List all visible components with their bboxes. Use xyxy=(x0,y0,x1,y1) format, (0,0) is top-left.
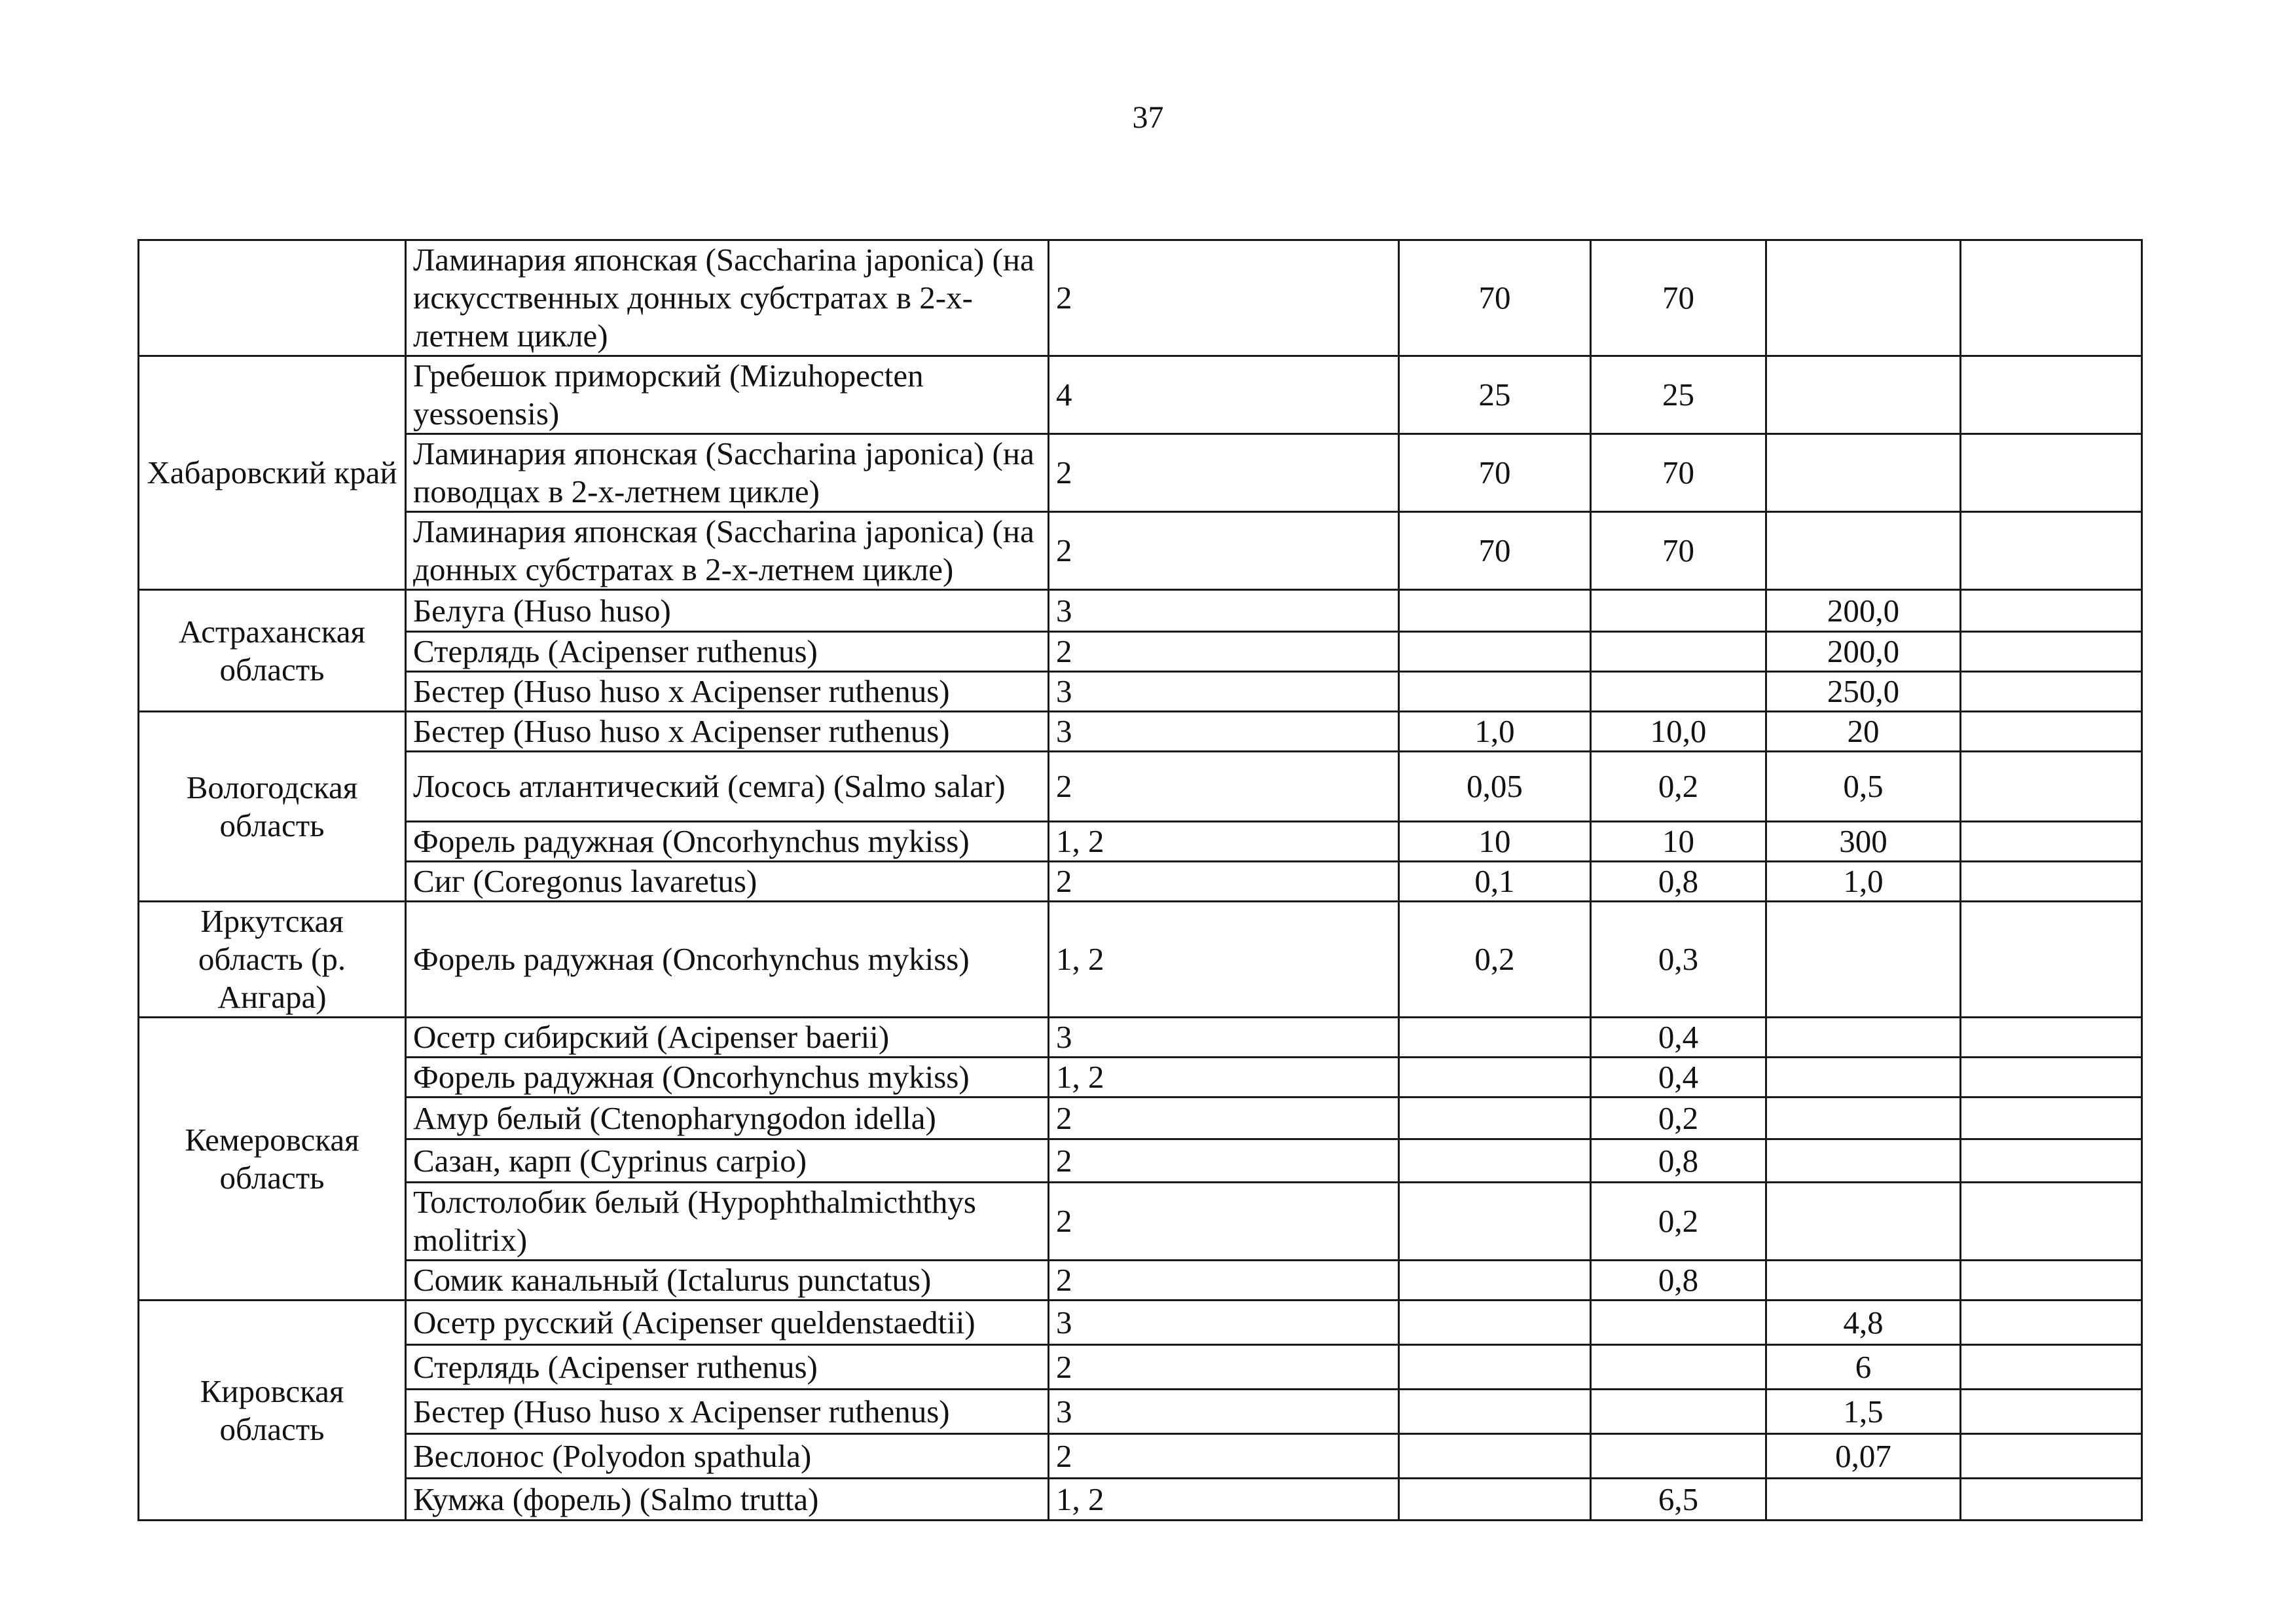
value-cell xyxy=(1961,822,2142,862)
region-cell: Хабаровский край xyxy=(139,356,406,590)
table-row xyxy=(139,632,2142,672)
class-cell: 2 xyxy=(1049,752,1399,822)
region-cell: Кировская область xyxy=(139,1301,406,1521)
class-cell: 2 xyxy=(1049,1345,1399,1390)
value-cell: 70 xyxy=(1591,512,1766,590)
value-cell: 250,0 xyxy=(1766,672,1961,712)
species-cell: Ламинария японская (Saccharina japonica) (на искусственных донных субстратах в 2-х-летнем цикле) xyxy=(406,240,1049,356)
aquaculture-table xyxy=(137,239,2143,1521)
value-cell xyxy=(1591,1390,1766,1434)
class-cell: 3 xyxy=(1049,712,1399,752)
value-cell xyxy=(1399,1183,1591,1261)
value-cell xyxy=(1961,434,2142,512)
value-cell: 10 xyxy=(1399,822,1591,862)
species-cell: Веслонос (Polyodon spathula) xyxy=(406,1434,1049,1479)
value-cell xyxy=(1399,1434,1591,1479)
class-cell: 3 xyxy=(1049,1301,1399,1345)
table-row xyxy=(139,752,2142,822)
value-cell xyxy=(1961,752,2142,822)
value-cell xyxy=(1961,1058,2142,1098)
region-cell: Вологодская область xyxy=(139,712,406,902)
value-cell xyxy=(1766,1058,1961,1098)
value-cell xyxy=(1766,1139,1961,1183)
table-row xyxy=(139,862,2142,902)
value-cell xyxy=(1766,1183,1961,1261)
value-cell xyxy=(1399,1261,1591,1301)
value-cell: 0,8 xyxy=(1591,862,1766,902)
value-cell: 4,8 xyxy=(1766,1301,1961,1345)
region-cell xyxy=(139,240,406,356)
value-cell xyxy=(1961,1479,2142,1521)
species-cell: Бестер (Huso huso x Acipenser ruthenus) xyxy=(406,672,1049,712)
species-cell: Лосось атлантический (семга) (Salmo salar) xyxy=(406,752,1049,822)
table-row xyxy=(139,822,2142,862)
value-cell xyxy=(1399,1139,1591,1183)
value-cell xyxy=(1399,1058,1591,1098)
table-row xyxy=(139,712,2142,752)
species-cell: Сазан, карп (Cyprinus carpio) xyxy=(406,1139,1049,1183)
species-cell: Осетр русский (Acipenser queldenstaedtii) xyxy=(406,1301,1049,1345)
table-row xyxy=(139,1058,2142,1098)
region-cell: Кемеровская область xyxy=(139,1018,406,1301)
value-cell xyxy=(1961,1434,2142,1479)
value-cell xyxy=(1961,1139,2142,1183)
table-row xyxy=(139,1261,2142,1301)
class-cell: 2 xyxy=(1049,1139,1399,1183)
species-cell: Бестер (Huso huso x Acipenser ruthenus) xyxy=(406,1390,1049,1434)
value-cell: 0,07 xyxy=(1766,1434,1961,1479)
class-cell: 1, 2 xyxy=(1049,822,1399,862)
table-row xyxy=(139,672,2142,712)
species-cell: Бестер (Huso huso x Acipenser ruthenus) xyxy=(406,712,1049,752)
class-cell: 3 xyxy=(1049,1018,1399,1058)
value-cell: 0,5 xyxy=(1766,752,1961,822)
table-row xyxy=(139,902,2142,1018)
value-cell: 0,2 xyxy=(1399,902,1591,1018)
species-cell: Стерлядь (Acipenser ruthenus) xyxy=(406,1345,1049,1390)
value-cell xyxy=(1591,672,1766,712)
value-cell: 1,0 xyxy=(1399,712,1591,752)
value-cell xyxy=(1961,1018,2142,1058)
value-cell: 1,5 xyxy=(1766,1390,1961,1434)
value-cell: 70 xyxy=(1591,434,1766,512)
value-cell: 200,0 xyxy=(1766,632,1961,672)
value-cell: 0,4 xyxy=(1591,1058,1766,1098)
value-cell: 70 xyxy=(1399,240,1591,356)
class-cell: 2 xyxy=(1049,240,1399,356)
value-cell: 25 xyxy=(1591,356,1766,434)
value-cell xyxy=(1961,1183,2142,1261)
class-cell: 1, 2 xyxy=(1049,1479,1399,1521)
value-cell xyxy=(1591,1345,1766,1390)
value-cell: 6,5 xyxy=(1591,1479,1766,1521)
region-cell: Иркутская область (р. Ангара) xyxy=(139,902,406,1018)
class-cell: 2 xyxy=(1049,1434,1399,1479)
class-cell: 2 xyxy=(1049,512,1399,590)
value-cell: 300 xyxy=(1766,822,1961,862)
value-cell xyxy=(1399,1390,1591,1434)
table-row xyxy=(139,356,2142,434)
value-cell xyxy=(1961,356,2142,434)
class-cell: 2 xyxy=(1049,1098,1399,1139)
value-cell xyxy=(1766,240,1961,356)
page-number: 37 xyxy=(1132,100,1164,135)
class-cell: 1, 2 xyxy=(1049,1058,1399,1098)
value-cell xyxy=(1961,512,2142,590)
value-cell xyxy=(1961,1098,2142,1139)
value-cell: 70 xyxy=(1591,240,1766,356)
value-cell: 10,0 xyxy=(1591,712,1766,752)
species-cell: Гребешок приморский (Mizuhopecten yessoensis) xyxy=(406,356,1049,434)
species-cell: Кумжа (форель) (Salmo trutta) xyxy=(406,1479,1049,1521)
species-cell: Толстолобик белый (Hypophthalmicththys molitrix) xyxy=(406,1183,1049,1261)
value-cell xyxy=(1399,1018,1591,1058)
region-cell: Астраханская область xyxy=(139,590,406,712)
value-cell: 1,0 xyxy=(1766,862,1961,902)
value-cell xyxy=(1961,590,2142,632)
value-cell xyxy=(1961,712,2142,752)
class-cell: 3 xyxy=(1049,672,1399,712)
value-cell xyxy=(1399,1098,1591,1139)
class-cell: 2 xyxy=(1049,1261,1399,1301)
table-row xyxy=(139,1098,2142,1139)
value-cell xyxy=(1399,1479,1591,1521)
table-row xyxy=(139,240,2142,356)
species-cell: Ламинария японская (Saccharina japonica) (на донных субстратах в 2-х-летнем цикле) xyxy=(406,512,1049,590)
value-cell: 200,0 xyxy=(1766,590,1961,632)
table-row xyxy=(139,1301,2142,1345)
species-cell: Форель радужная (Oncorhynchus mykiss) xyxy=(406,1058,1049,1098)
species-cell: Белуга (Huso huso) xyxy=(406,590,1049,632)
value-cell xyxy=(1766,356,1961,434)
value-cell: 0,4 xyxy=(1591,1018,1766,1058)
value-cell xyxy=(1961,862,2142,902)
table-row xyxy=(139,590,2142,632)
table-row xyxy=(139,434,2142,512)
value-cell xyxy=(1766,1479,1961,1521)
value-cell xyxy=(1961,902,2142,1018)
value-cell: 0,8 xyxy=(1591,1139,1766,1183)
species-cell: Сиг (Coregonus lavaretus) xyxy=(406,862,1049,902)
class-cell: 4 xyxy=(1049,356,1399,434)
value-cell xyxy=(1591,590,1766,632)
class-cell: 3 xyxy=(1049,590,1399,632)
value-cell xyxy=(1961,1261,2142,1301)
value-cell xyxy=(1961,1390,2142,1434)
table-row xyxy=(139,512,2142,590)
value-cell xyxy=(1591,1301,1766,1345)
table-row xyxy=(139,1139,2142,1183)
value-cell xyxy=(1766,902,1961,1018)
value-cell xyxy=(1399,632,1591,672)
species-cell: Амур белый (Ctenopharyngodon idella) xyxy=(406,1098,1049,1139)
species-cell: Форель радужная (Oncorhynchus mykiss) xyxy=(406,902,1049,1018)
value-cell xyxy=(1961,672,2142,712)
value-cell xyxy=(1961,1345,2142,1390)
table-row xyxy=(139,1345,2142,1390)
value-cell xyxy=(1766,1018,1961,1058)
value-cell xyxy=(1399,1345,1591,1390)
species-cell: Ламинария японская (Saccharina japonica) (на поводцах в 2-х-летнем цикле) xyxy=(406,434,1049,512)
value-cell xyxy=(1591,632,1766,672)
species-cell: Стерлядь (Acipenser ruthenus) xyxy=(406,632,1049,672)
table-row xyxy=(139,1479,2142,1521)
value-cell xyxy=(1399,590,1591,632)
value-cell: 0,2 xyxy=(1591,1183,1766,1261)
value-cell xyxy=(1766,434,1961,512)
value-cell: 25 xyxy=(1399,356,1591,434)
value-cell: 0,8 xyxy=(1591,1261,1766,1301)
value-cell: 70 xyxy=(1399,434,1591,512)
class-cell: 2 xyxy=(1049,1183,1399,1261)
species-cell: Сомик канальный (Ictalurus punctatus) xyxy=(406,1261,1049,1301)
table-row xyxy=(139,1183,2142,1261)
value-cell xyxy=(1766,1261,1961,1301)
species-cell: Осетр сибирский (Acipenser baerii) xyxy=(406,1018,1049,1058)
class-cell: 2 xyxy=(1049,632,1399,672)
value-cell: 0,1 xyxy=(1399,862,1591,902)
class-cell: 3 xyxy=(1049,1390,1399,1434)
class-cell: 2 xyxy=(1049,434,1399,512)
class-cell: 2 xyxy=(1049,862,1399,902)
value-cell xyxy=(1961,240,2142,356)
value-cell: 0,3 xyxy=(1591,902,1766,1018)
value-cell xyxy=(1961,632,2142,672)
value-cell: 0,05 xyxy=(1399,752,1591,822)
value-cell: 10 xyxy=(1591,822,1766,862)
value-cell xyxy=(1766,512,1961,590)
value-cell: 0,2 xyxy=(1591,1098,1766,1139)
value-cell xyxy=(1399,1301,1591,1345)
table-row xyxy=(139,1018,2142,1058)
value-cell: 0,2 xyxy=(1591,752,1766,822)
value-cell xyxy=(1399,672,1591,712)
table-row xyxy=(139,1434,2142,1479)
value-cell xyxy=(1766,1098,1961,1139)
value-cell: 6 xyxy=(1766,1345,1961,1390)
species-cell: Форель радужная (Oncorhynchus mykiss) xyxy=(406,822,1049,862)
class-cell: 1, 2 xyxy=(1049,902,1399,1018)
value-cell: 20 xyxy=(1766,712,1961,752)
value-cell xyxy=(1961,1301,2142,1345)
value-cell xyxy=(1591,1434,1766,1479)
value-cell: 70 xyxy=(1399,512,1591,590)
table-row xyxy=(139,1390,2142,1434)
